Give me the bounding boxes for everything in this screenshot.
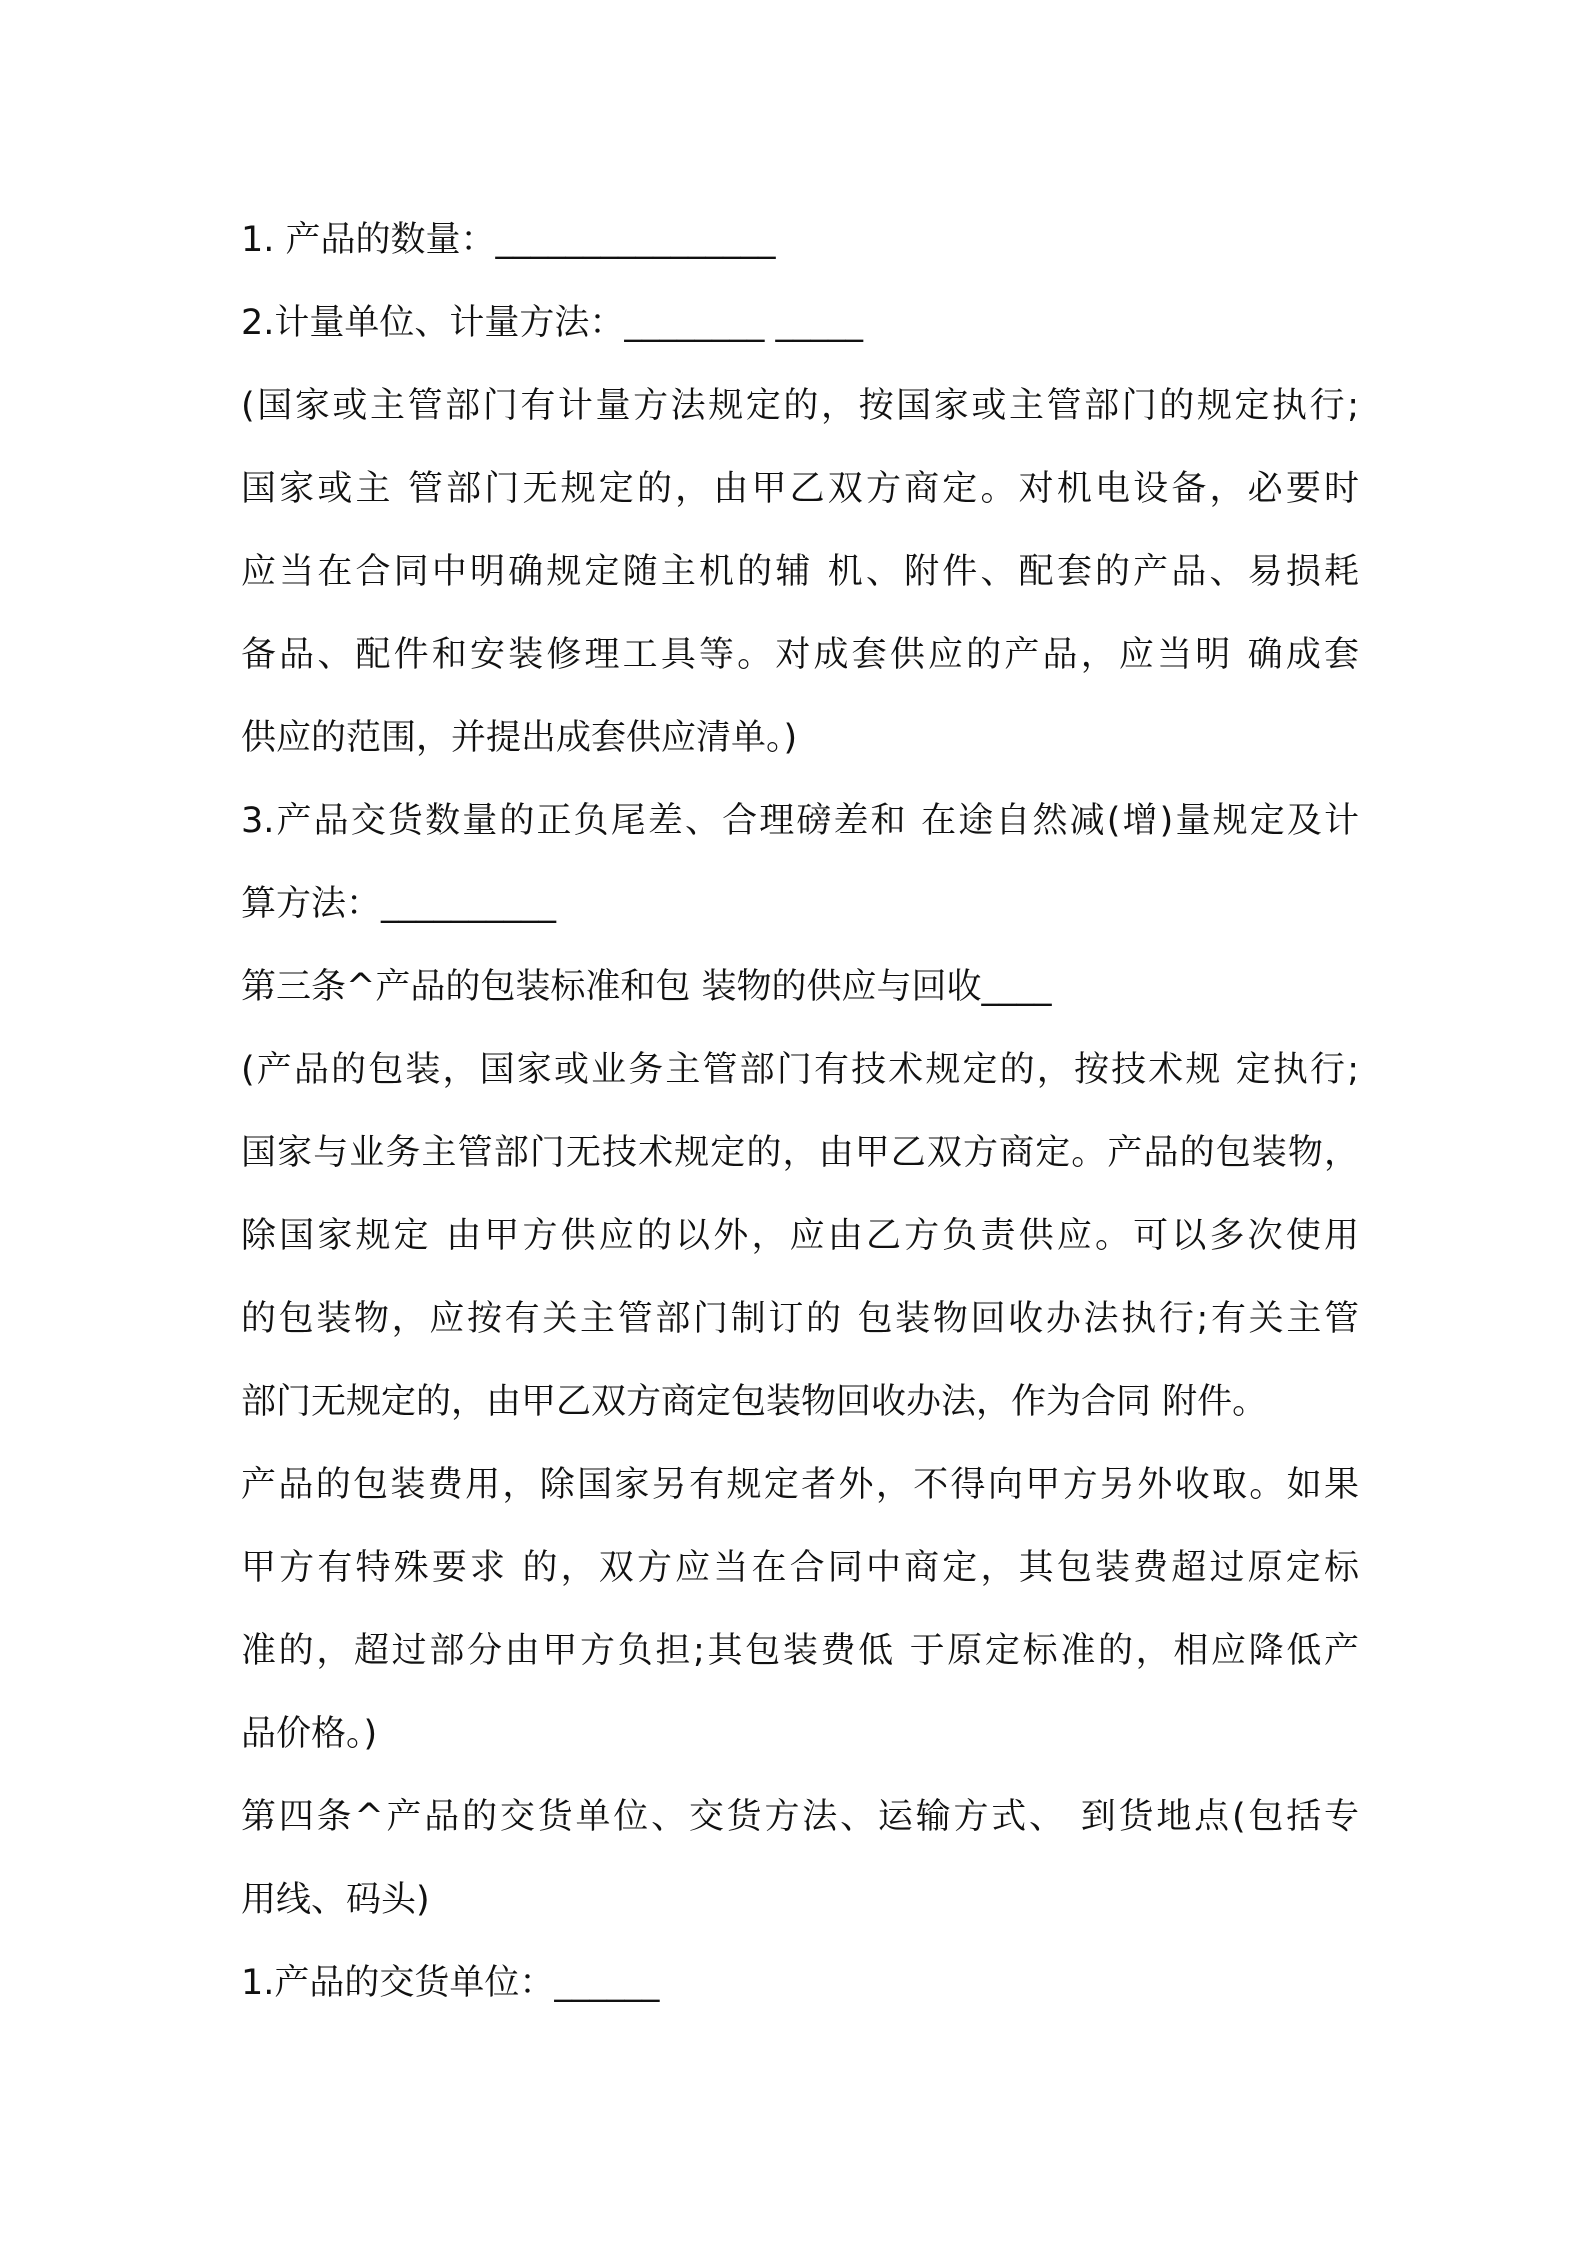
paragraph-line: 国家或主 管部门无规定的，由甲乙双方商定。对机电设备，必要时 <box>241 469 1359 509</box>
paragraph-line: 备品、配件和安装修理工具等。对成套供应的产品，应当明 确成套 <box>241 635 1359 675</box>
paragraph-line: 部门无规定的，由甲乙双方商定包装物回收办法，作为合同 附件。 <box>241 1382 1268 1422</box>
paragraph-line: 的包装物，应按有关主管部门制订的 包装物回收办法执行;有关主管 <box>241 1299 1359 1339</box>
item-delivery-tolerance: 3.产品交货数量的正负尾差、合理磅差和 在途自然减(增)量规定及计 <box>241 801 1359 841</box>
document-body <box>241 199 1359 2025</box>
paragraph-line: 品价格。) <box>241 1714 378 1754</box>
paragraph-line: 国家与业务主管部门无技术规定的，由甲乙双方商定。产品的包装物， <box>241 1133 1359 1173</box>
paragraph-line: (产品的包装，国家或业务主管部门有技术规定的，按技术规 定执行; <box>241 1050 1359 1090</box>
article-four-heading: 第四条^产品的交货单位、交货方法、运输方式、 到货地点(包括专 <box>241 1797 1359 1837</box>
paragraph-line: 准的，超过部分由甲方负担;其包装费低 于原定标准的，相应降低产 <box>241 1631 1359 1671</box>
paragraph-line: 算方法：__________ <box>241 884 557 924</box>
item-delivery-unit: 1.产品的交货单位：______ <box>241 1963 660 2003</box>
paragraph-line: 产品的包装费用，除国家另有规定者外，不得向甲方另外收取。如果 <box>241 1465 1359 1505</box>
item-measurement-unit: 2.计量单位、计量方法：________ _____ <box>241 303 864 343</box>
item-product-quantity: 1. 产品的数量：________________ <box>241 220 776 260</box>
paragraph-line: 除国家规定 由甲方供应的以外，应由乙方负责供应。可以多次使用 <box>241 1216 1359 1256</box>
article-three-heading: 第三条^产品的包装标准和包 装物的供应与回收____ <box>241 967 1052 1007</box>
paragraph-line: 甲方有特殊要求 的，双方应当在合同中商定，其包装费超过原定标 <box>241 1548 1359 1588</box>
paragraph-line: 用线、码头) <box>241 1880 430 1920</box>
paragraph-line: (国家或主管部门有计量方法规定的，按国家或主管部门的规定执行; <box>241 386 1359 426</box>
paragraph-line: 应当在合同中明确规定随主机的辅 机、附件、配套的产品、易损耗 <box>241 552 1359 592</box>
paragraph-line: 供应的范围，并提出成套供应清单。) <box>241 718 798 758</box>
